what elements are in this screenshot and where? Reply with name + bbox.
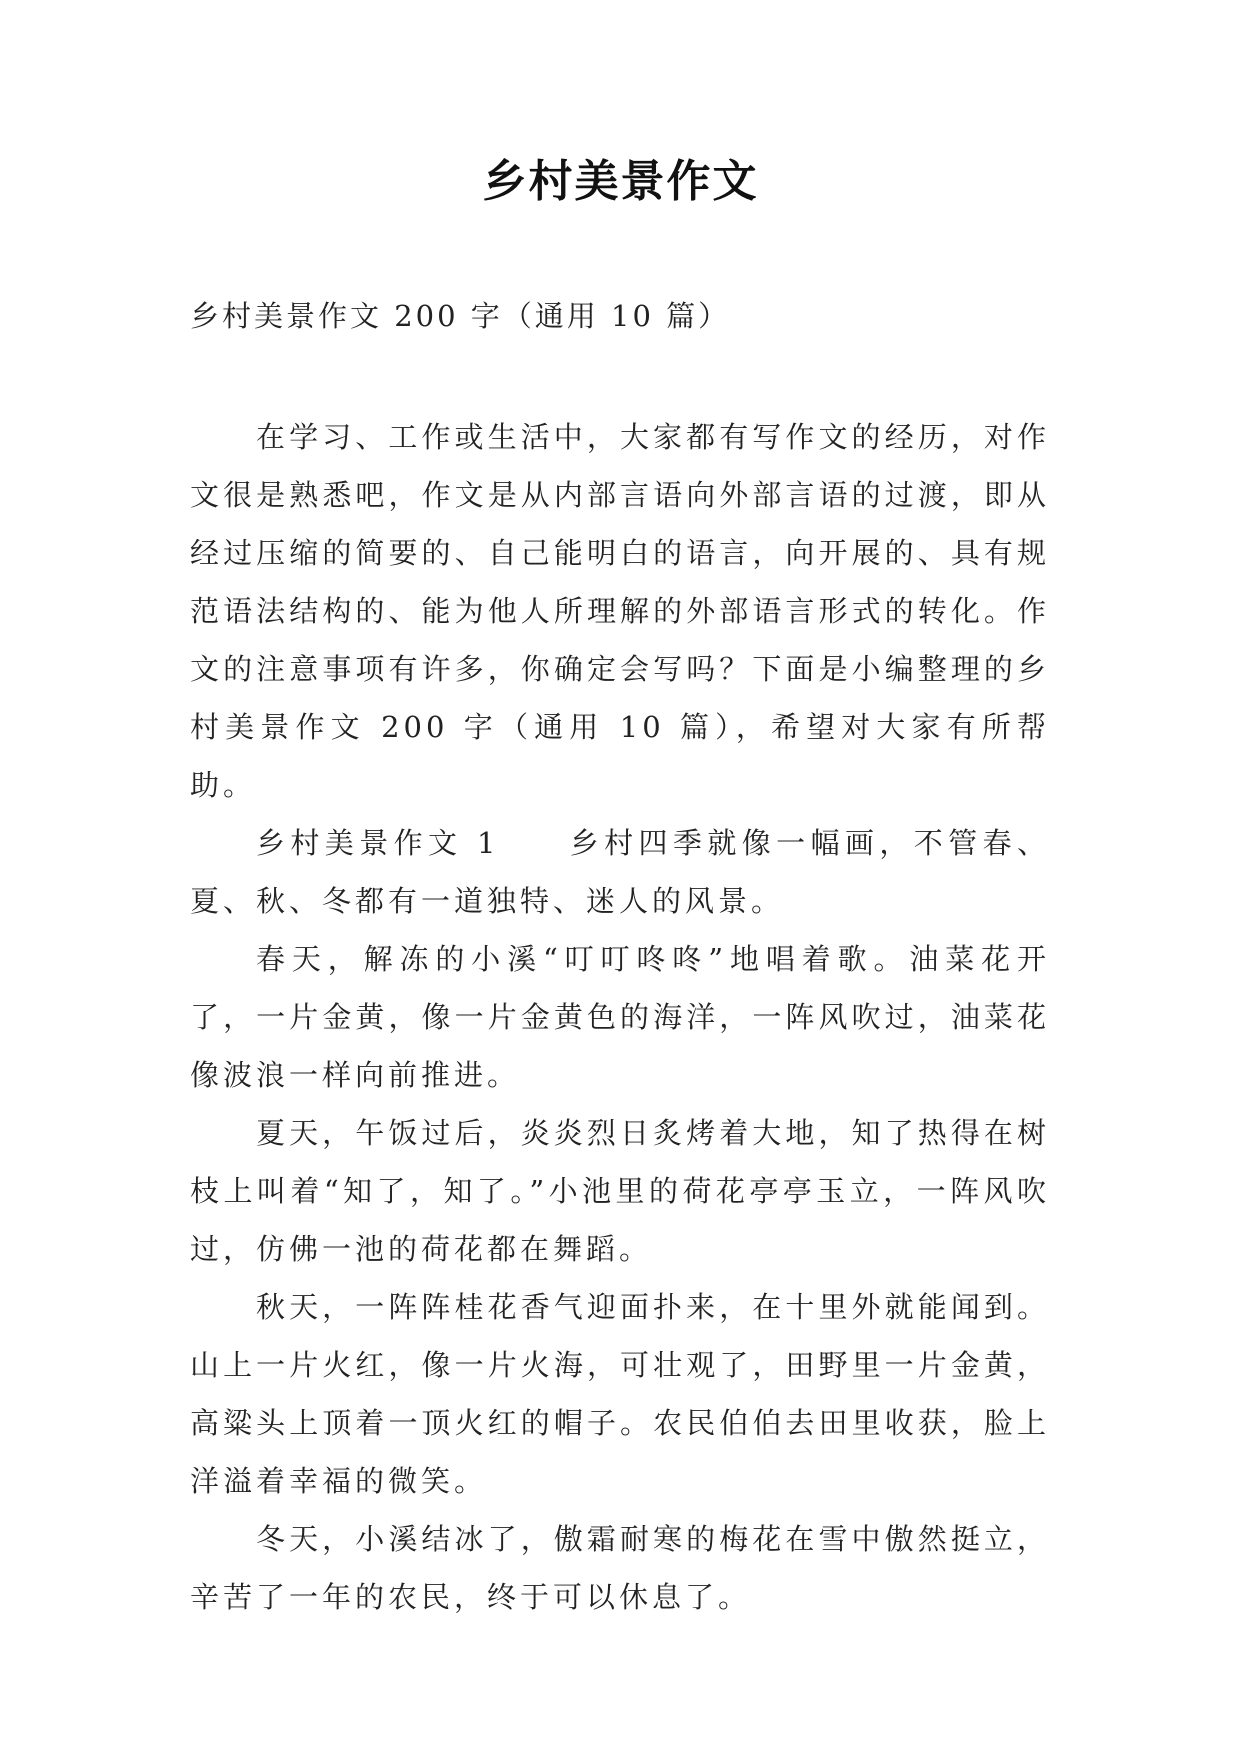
winter-paragraph: 冬天，小溪结冰了，傲霜耐寒的梅花在雪中傲然挺立，辛苦了一年的农民，终于可以休息了。 <box>190 1522 1050 1614</box>
autumn-paragraph: 秋天，一阵阵桂花香气迎面扑来，在十里外就能闻到。山上一片火红，像一片火海，可壮观了，田野里一片金黄，高粱头上顶着一顶火红的帽子。农民伯伯去田里收获，脸上洋溢着幸福的微笑。 <box>190 1290 1050 1498</box>
document-title: 乡村美景作文 <box>482 156 759 207</box>
intro-paragraph: 在学习、工作或生活中，大家都有写作文的经历，对作文很是熟悉吧，作文是从内部言语向外部言语的过渡，即从经过压缩的简要的、自己能明白的语言，向开展的、具有规范语法结构的、能为他人所理解的外部语言形式的转化。作文的注意事项有许多，你确定会写吗？下面是小编整理的乡村美景作文 200 字（通用 10 篇），希望对大家有所帮助。 <box>190 420 1050 802</box>
document-subtitle: 乡村美景作文 200 字（通用 10 篇） <box>190 299 731 333</box>
summer-paragraph: 夏天，午饭过后，炎炎烈日炙烤着大地，知了热得在树枝上叫着“知了，知了。”小池里的荷花亭亭玉立，一阵风吹过，仿佛一池的荷花都在舞蹈。 <box>190 1116 1050 1266</box>
document-body <box>190 408 1050 1626</box>
spring-paragraph: 春天，解冻的小溪“叮叮咚咚”地唱着歌。油菜花开了，一片金黄，像一片金黄色的海洋，一阵风吹过，油菜花像波浪一样向前推进。 <box>190 942 1050 1092</box>
essay-1-opening-paragraph: 乡村美景作文 1 乡村四季就像一幅画，不管春、夏、秋、冬都有一道独特、迷人的风景。 <box>190 826 1050 918</box>
